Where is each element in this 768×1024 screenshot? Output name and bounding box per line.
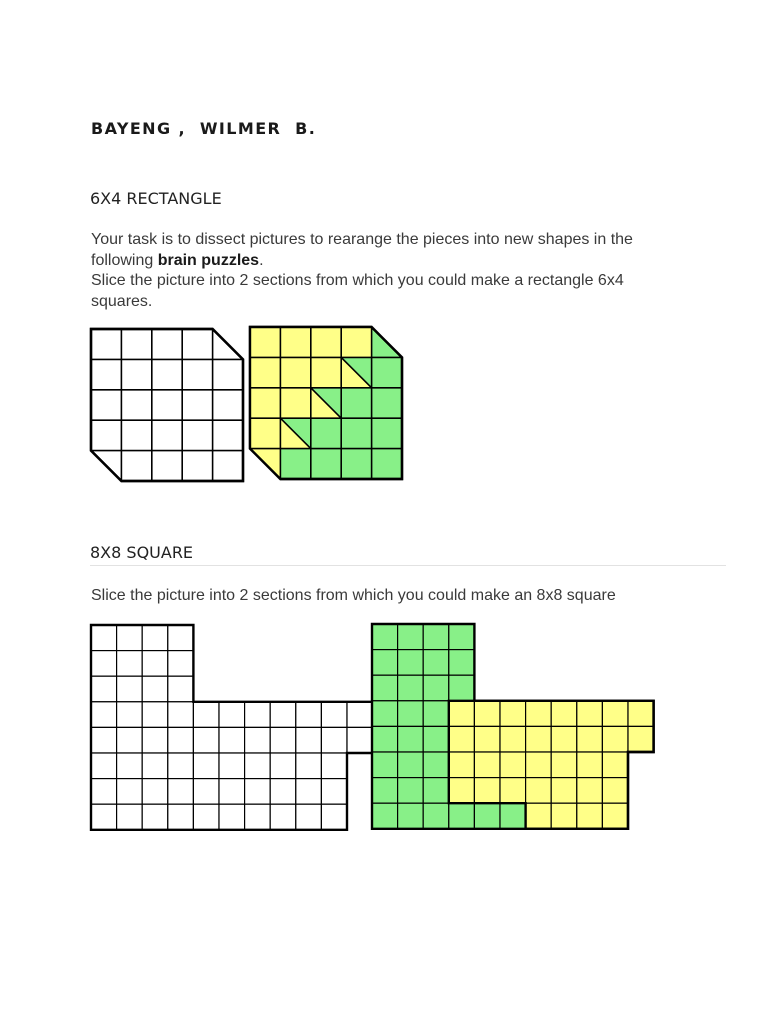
- grid-cell: [296, 779, 322, 805]
- grid-cell: [245, 753, 271, 779]
- square-puzzle-solution: [372, 624, 654, 829]
- yellow-cell: [474, 778, 500, 804]
- grid-cell: [245, 804, 271, 830]
- green-cell: [423, 650, 449, 676]
- square-puzzle-original: [91, 625, 373, 830]
- grid-cell: [91, 779, 117, 805]
- grid-cell: [117, 753, 143, 779]
- yellow-cell: [500, 752, 526, 778]
- author-name: BAYENG , WILMER B.: [91, 119, 317, 138]
- grid-cell: [117, 676, 143, 702]
- green-cell: [398, 752, 424, 778]
- grid-cell: [91, 651, 117, 677]
- yellow-cell: [551, 701, 577, 727]
- yellow-cell: [526, 778, 552, 804]
- green-cell: [500, 803, 526, 829]
- green-cell: [372, 650, 398, 676]
- grid-cell: [91, 727, 117, 753]
- grid-cell: [117, 779, 143, 805]
- grid-cell: [142, 727, 168, 753]
- yellow-cell: [449, 726, 475, 752]
- grid-cell: [296, 804, 322, 830]
- grid-cell: [117, 804, 143, 830]
- grid-cell: [245, 779, 271, 805]
- instructions-line-2-start: following: [91, 251, 158, 269]
- grid-cell: [168, 779, 194, 805]
- grid-cell: [168, 753, 194, 779]
- grid-cell: [347, 702, 373, 728]
- grid-cell: [91, 702, 117, 728]
- grid-cell: [321, 702, 347, 728]
- grid-cell: [168, 804, 194, 830]
- grid-cell: [270, 779, 296, 805]
- yellow-cell: [602, 803, 628, 829]
- grid-cell: [245, 702, 271, 728]
- grid-cell: [168, 651, 194, 677]
- yellow-cell: [577, 803, 603, 829]
- grid-cell: [347, 727, 373, 753]
- yellow-cell: [577, 726, 603, 752]
- yellow-cell: [526, 726, 552, 752]
- green-cell: [372, 624, 398, 650]
- yellow-cell: [474, 701, 500, 727]
- yellow-cell: [577, 778, 603, 804]
- grid-cell: [296, 727, 322, 753]
- green-cell: [372, 778, 398, 804]
- grid-cell: [142, 676, 168, 702]
- yellow-cell: [551, 803, 577, 829]
- green-cell: [372, 752, 398, 778]
- yellow-cell: [500, 701, 526, 727]
- yellow-cell: [526, 752, 552, 778]
- green-cell: [398, 675, 424, 701]
- green-cell: [372, 803, 398, 829]
- piece-outline: [91, 329, 243, 481]
- green-cell: [372, 675, 398, 701]
- grid-cell: [91, 753, 117, 779]
- grid-cell: [270, 753, 296, 779]
- green-cell: [449, 675, 475, 701]
- grid-cell: [193, 727, 219, 753]
- yellow-cell: [577, 752, 603, 778]
- rectangle-puzzle-solution: [250, 327, 402, 479]
- yellow-cell: [526, 701, 552, 727]
- rectangle-puzzle-original: [91, 329, 243, 481]
- grid-cell: [91, 676, 117, 702]
- yellow-cell: [500, 726, 526, 752]
- grid-cell: [142, 702, 168, 728]
- yellow-cell: [474, 726, 500, 752]
- yellow-cell: [551, 778, 577, 804]
- yellow-cell: [526, 803, 552, 829]
- instructions-line-3: Slice the picture into 2 sections from which you could make a rectangle 6x4: [91, 272, 624, 289]
- grid-cell: [270, 702, 296, 728]
- section-heading-rectangle: 6X4 RECTANGLE: [90, 189, 222, 208]
- grid-cell: [142, 651, 168, 677]
- green-cell: [398, 803, 424, 829]
- grid-cell: [193, 804, 219, 830]
- yellow-cell: [628, 701, 654, 727]
- grid-cell: [321, 727, 347, 753]
- yellow-cell: [628, 726, 654, 752]
- grid-cell: [219, 753, 245, 779]
- grid-cell: [168, 727, 194, 753]
- grid-cell: [91, 804, 117, 830]
- yellow-cell: [449, 701, 475, 727]
- grid-cell: [219, 779, 245, 805]
- grid-cell: [117, 702, 143, 728]
- green-cell: [372, 701, 398, 727]
- green-cell: [398, 701, 424, 727]
- grid-cell: [142, 779, 168, 805]
- yellow-cell: [500, 778, 526, 804]
- yellow-cell: [551, 752, 577, 778]
- brain-puzzles-bold-text: brain puzzles: [157, 251, 260, 269]
- grid-cell: [219, 727, 245, 753]
- grid-cell: [142, 753, 168, 779]
- grid-cell: [193, 779, 219, 805]
- green-cell: [423, 803, 449, 829]
- yellow-cell: [602, 726, 628, 752]
- green-cell: [372, 726, 398, 752]
- green-cell: [398, 778, 424, 804]
- grid-cell: [168, 625, 194, 651]
- green-cell: [423, 701, 449, 727]
- green-cell: [423, 752, 449, 778]
- grid-cell: [245, 727, 271, 753]
- green-cell: [398, 726, 424, 752]
- green-cell: [474, 803, 500, 829]
- green-cell: [398, 624, 424, 650]
- yellow-cell: [449, 752, 475, 778]
- grid-cell: [219, 702, 245, 728]
- grid-cell: [117, 625, 143, 651]
- green-cell: [423, 624, 449, 650]
- grid-cell: [321, 779, 347, 805]
- section-heading-square: 8X8 SQUARE: [90, 543, 194, 562]
- green-cell: [423, 675, 449, 701]
- grid-cell: [219, 804, 245, 830]
- green-cell: [398, 650, 424, 676]
- green-cell: [449, 624, 475, 650]
- green-cell: [423, 778, 449, 804]
- grid-cell: [91, 625, 117, 651]
- grid-cell: [193, 702, 219, 728]
- yellow-cell: [602, 701, 628, 727]
- yellow-cell: [577, 701, 603, 727]
- yellow-cell: [602, 778, 628, 804]
- grid-cell: [168, 702, 194, 728]
- instructions-line-1: Your task is to dissect pictures to rearange the pieces into new shapes in the: [91, 231, 633, 248]
- grid-cell: [270, 804, 296, 830]
- grid-cell: [117, 651, 143, 677]
- grid-cell: [296, 753, 322, 779]
- grid-cell: [321, 753, 347, 779]
- yellow-cell: [474, 752, 500, 778]
- square-instructions: Slice the picture into 2 sections from which you could make an 8x8 square: [91, 587, 616, 604]
- instructions-line-4: squares.: [91, 292, 153, 310]
- grid-cell: [168, 676, 194, 702]
- grid-cell: [117, 727, 143, 753]
- grid-cell: [193, 753, 219, 779]
- grid-cell: [142, 625, 168, 651]
- green-cell: [449, 803, 475, 829]
- yellow-cell: [449, 778, 475, 804]
- grid-cell: [270, 727, 296, 753]
- yellow-cell: [551, 726, 577, 752]
- grid-cell: [142, 804, 168, 830]
- yellow-cell: [602, 752, 628, 778]
- green-cell: [423, 726, 449, 752]
- grid-cell: [321, 804, 347, 830]
- green-cell: [449, 650, 475, 676]
- grid-cell: [296, 702, 322, 728]
- instructions-line-2-end: .: [259, 251, 264, 269]
